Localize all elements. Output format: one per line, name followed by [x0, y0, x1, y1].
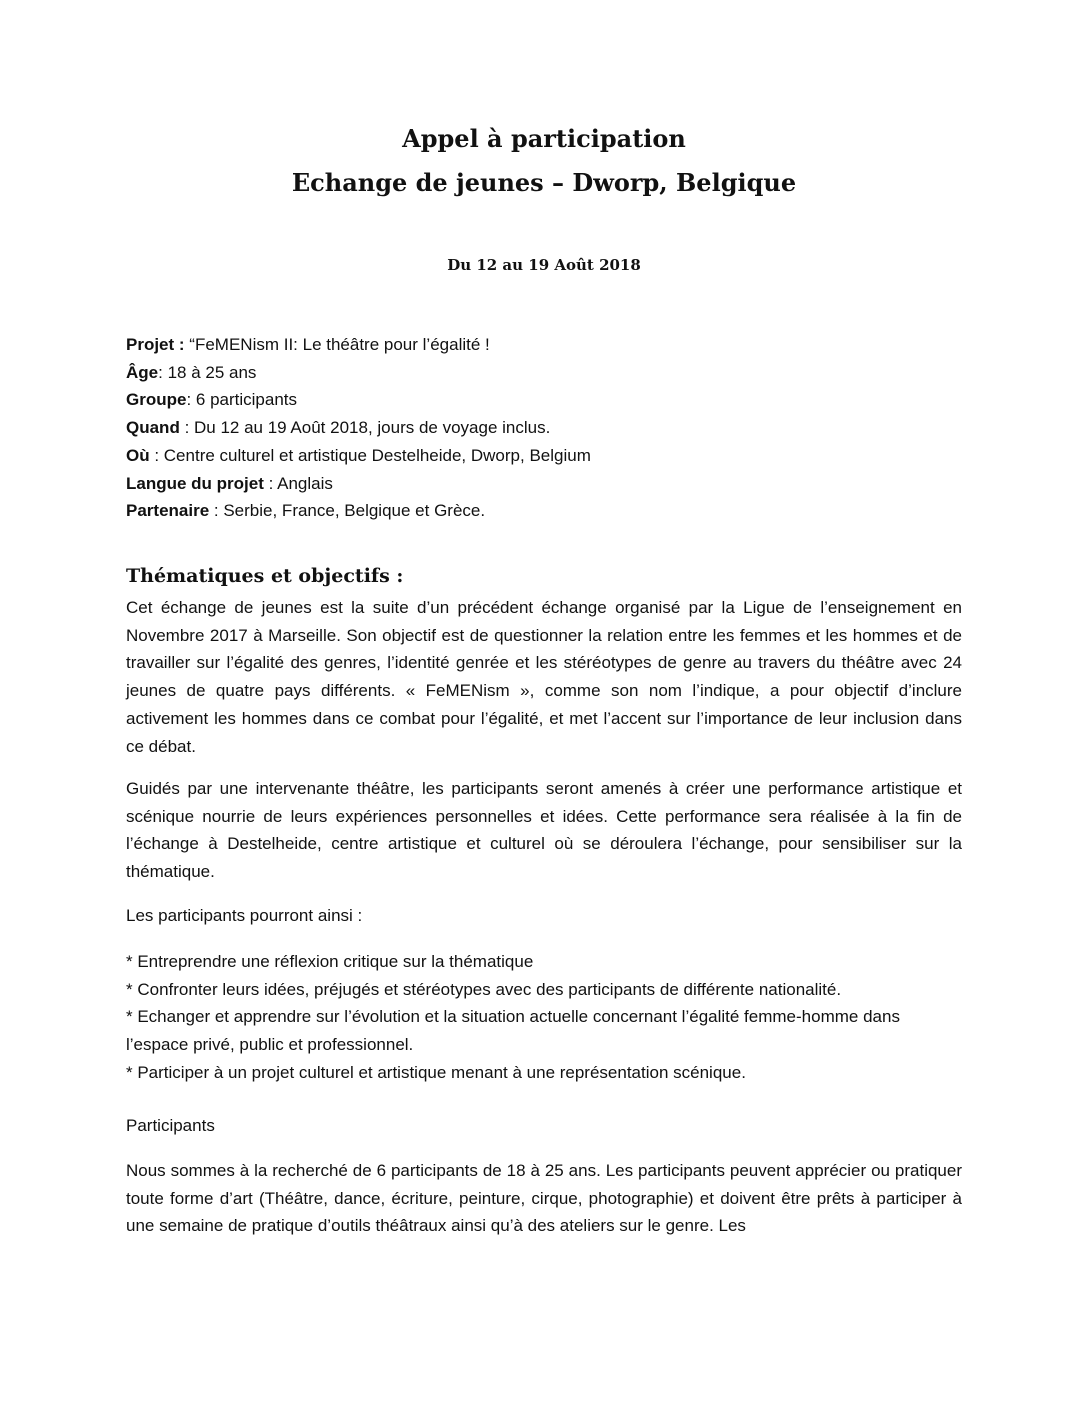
event-dates: Du 12 au 19 Août 2018: [447, 256, 641, 274]
info-label: Âge: [126, 362, 159, 382]
info-value: : Serbie, France, Belgique et Grèce.: [209, 501, 486, 521]
list-item: * Participer à un projet culturel et artistique menant à une représentation scénique.: [126, 1062, 746, 1082]
info-label: Projet :: [126, 335, 185, 354]
info-label: Où: [126, 445, 150, 465]
info-label: Quand: [126, 418, 180, 438]
info-row-ou: [126, 442, 962, 470]
info-label: Groupe: [126, 390, 187, 410]
objectives-list: [126, 948, 962, 1087]
info-label: Partenaire: [126, 501, 210, 521]
info-row-langue: [126, 470, 962, 498]
info-value: : Anglais: [263, 473, 333, 493]
info-value: : 6 participants: [186, 390, 298, 410]
info-row-projet: [126, 331, 962, 359]
project-info-list: [126, 331, 962, 525]
section-heading: Thématiques et objectifs :: [126, 564, 404, 587]
info-row-quand: [126, 414, 962, 442]
info-value: : Centre culturel et artistique Destelheide, Dworp, Belgium: [149, 445, 591, 465]
info-row-groupe: [126, 386, 962, 414]
info-value: “FeMENism II: Le théâtre pour l’égalité !: [184, 335, 490, 354]
paragraph-performance: Guidés par une intervenante théâtre, les participants seront amenés à créer une performance artistique et scénique nourrie de leurs expériences personnelles et idées. Cette performance sera réalisée à la fin de l’échange à Destelheide, centre artistique et culturel où se déroulera l’échange, pour sensibiliser sur la thématique.: [126, 779, 962, 882]
document-title: Appel à participation: [402, 124, 686, 153]
list-item: * Confronter leurs idées, préjugés et stéréotypes avec des participants de différente nationalité.: [126, 979, 842, 999]
list-item: * Echanger et apprendre sur l’évolution et la situation actuelle concernant l’égalité femme-homme dans: [126, 1007, 900, 1027]
participants-heading: Participants: [126, 1116, 215, 1135]
list-item: * Entreprendre une réflexion critique sur la thématique: [126, 952, 534, 971]
info-value: : 18 à 25 ans: [158, 362, 257, 382]
info-value: : Du 12 au 19 Août 2018, jours de voyage inclus.: [179, 418, 551, 438]
list-intro: Les participants pourront ainsi :: [126, 906, 363, 925]
paragraph-context: Cet échange de jeunes est la suite d’un précédent échange organisé par la Ligue de l’enseignement en Novembre 2017 à Marseille. Son objectif est de questionner la relation entre les femmes et les hommes et de travailler sur l’égalité des genres, l’identité genrée et les stéréotypes de genre au travers du théâtre avec 24 jeunes de quatre pays différents. « FeMENism », comme son nom l’indique, a pour objectif d’inclure activement les hommes dans ce combat pour l’égalité, et met l’accent sur l’importance de leur inclusion dans ce débat.: [126, 598, 962, 756]
list-item-continuation: l’espace privé, public et professionnel.: [126, 1035, 414, 1055]
info-row-age: [126, 359, 962, 387]
info-label: Langue du projet: [126, 473, 264, 493]
paragraph-participants: Nous sommes à la recherché de 6 participants de 18 à 25 ans. Les participants peuvent apprécier ou pratiquer toute forme d’art (Théâtre, dance, écriture, peinture, cirque, photographie) et doivent être prêts à participer à une semaine de pratique d’outils théâtraux ainsi qu’à des ateliers sur le genre. Les: [126, 1161, 962, 1236]
document-subtitle: Echange de jeunes – Dworp, Belgique: [291, 168, 797, 197]
info-row-partenaire: [126, 497, 962, 525]
